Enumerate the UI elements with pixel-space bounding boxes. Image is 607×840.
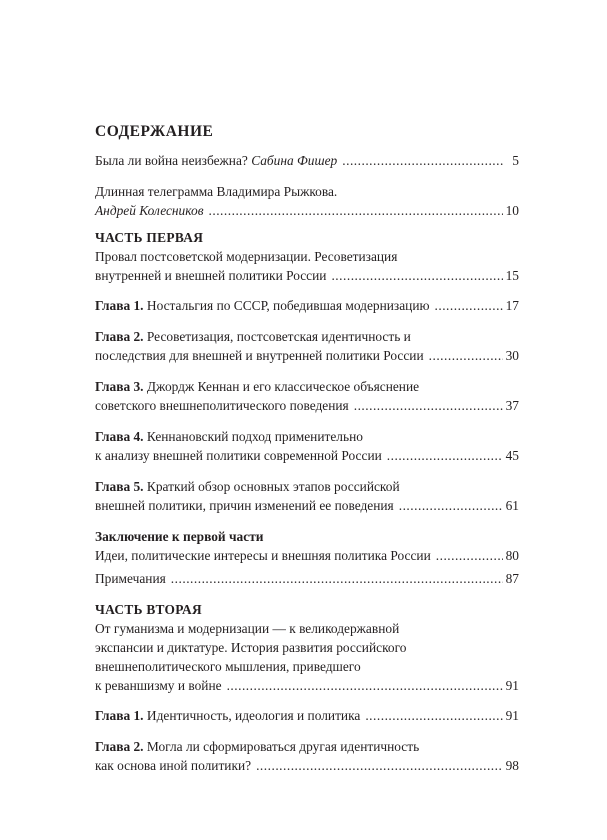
part-subtitle-line: От гуманизма и модернизации — к великодержавной <box>95 621 400 636</box>
toc-entry-part2-chapter2[interactable] <box>95 737 519 775</box>
dot-leader <box>435 296 503 315</box>
toc-entry-part1-chapter4[interactable] <box>95 427 519 465</box>
page-number: 15 <box>505 268 519 283</box>
chapter-label: Глава 2. <box>95 329 144 344</box>
page-number: 45 <box>505 448 519 463</box>
page-number: 91 <box>505 678 519 693</box>
chapter-title: как основа иной политики? <box>95 758 252 773</box>
dot-leader <box>331 266 502 285</box>
toc-title: СОДЕРЖАНИЕ <box>95 123 214 140</box>
dot-leader <box>256 756 503 775</box>
toc-entry-part1-chapter1[interactable] <box>95 296 519 315</box>
part-title: ЧАСТЬ ПЕРВАЯ <box>95 230 204 245</box>
page-number: 80 <box>505 548 519 563</box>
toc-entry-notes-part1[interactable] <box>95 569 519 588</box>
entry-author: Андрей Колесников <box>95 203 204 218</box>
dot-leader <box>429 346 503 365</box>
part-subtitle-line: к реваншизму и войне <box>95 678 222 693</box>
chapter-title: последствия для внешней и внутренней политики России <box>95 348 424 363</box>
dot-leader <box>171 569 503 588</box>
part-subtitle-line: экспансии и диктатуре. История развития российского <box>95 640 407 655</box>
chapter-title: Кеннановский подход применительно <box>143 429 363 444</box>
toc-entry-conclusion-part1[interactable] <box>95 527 519 565</box>
chapter-title: Могла ли сформироваться другая идентичность <box>143 739 420 754</box>
toc-entry-intro-kolesnikov[interactable] <box>95 182 519 220</box>
toc-entry-part1-chapter3[interactable] <box>95 377 519 415</box>
chapter-label: Глава 4. <box>95 429 144 444</box>
page-number: 98 <box>505 758 519 773</box>
toc-entry-part1-chapter5[interactable] <box>95 477 519 515</box>
dot-leader <box>387 446 503 465</box>
chapter-title: советского внешнеполитического поведения <box>95 398 349 413</box>
chapter-label: Глава 1. <box>95 298 144 313</box>
dot-leader <box>365 706 502 725</box>
chapter-title: внешней политики, причин изменений ее поведения <box>95 498 394 513</box>
dot-leader <box>354 396 503 415</box>
entry-author: Сабина Фишер <box>251 153 338 168</box>
page-number: 87 <box>505 571 519 586</box>
chapter-title: Идентичность, идеология и политика <box>143 708 361 723</box>
dot-leader <box>209 201 503 220</box>
dot-leader <box>399 496 503 515</box>
part-title: ЧАСТЬ ВТОРАЯ <box>95 602 202 617</box>
toc-part-one[interactable] <box>95 228 519 285</box>
entry-text: Примечания <box>95 571 166 586</box>
table-of-contents <box>95 122 519 782</box>
toc-entry-intro-fischer[interactable] <box>95 151 519 170</box>
toc-part-two[interactable] <box>95 600 519 695</box>
chapter-title: Джордж Кеннан и его классическое объяснение <box>143 379 420 394</box>
page-number: 5 <box>512 153 519 168</box>
chapter-label: Глава 1. <box>95 708 144 723</box>
page-number: 10 <box>505 203 519 218</box>
conclusion-subtitle: Идеи, политические интересы и внешняя политика России <box>95 548 431 563</box>
chapter-label: Глава 3. <box>95 379 144 394</box>
entry-text: Была ли война неизбежна? <box>95 153 252 168</box>
entry-text: Длинная телеграмма Владимира Рыжкова. <box>95 184 338 199</box>
page-number: 91 <box>505 708 519 723</box>
page-number: 37 <box>505 398 519 413</box>
chapter-title: Краткий обзор основных этапов российской <box>143 479 400 494</box>
chapter-title: Ностальгия по СССР, победившая модернизацию <box>143 298 430 313</box>
chapter-label: Глава 5. <box>95 479 144 494</box>
dot-leader <box>436 546 503 565</box>
toc-entry-part1-chapter2[interactable] <box>95 327 519 365</box>
conclusion-title: Заключение к первой части <box>95 529 264 544</box>
chapter-title: Ресоветизация, постсоветская идентичность и <box>143 329 411 344</box>
dot-leader <box>227 676 503 695</box>
toc-entry-part2-chapter1[interactable] <box>95 706 519 725</box>
page-number: 30 <box>505 348 519 363</box>
part-subtitle-line: Провал постсоветской модернизации. Ресоветизация <box>95 249 398 264</box>
part-subtitle-line: внутренней и внешней политики России <box>95 268 327 283</box>
page-number: 61 <box>505 498 519 513</box>
part-subtitle-line: внешнеполитического мышления, приведшего <box>95 659 361 674</box>
dot-leader <box>342 151 504 170</box>
chapter-label: Глава 2. <box>95 739 144 754</box>
page-number: 17 <box>505 298 519 313</box>
chapter-title: к анализу внешней политики современной России <box>95 448 382 463</box>
